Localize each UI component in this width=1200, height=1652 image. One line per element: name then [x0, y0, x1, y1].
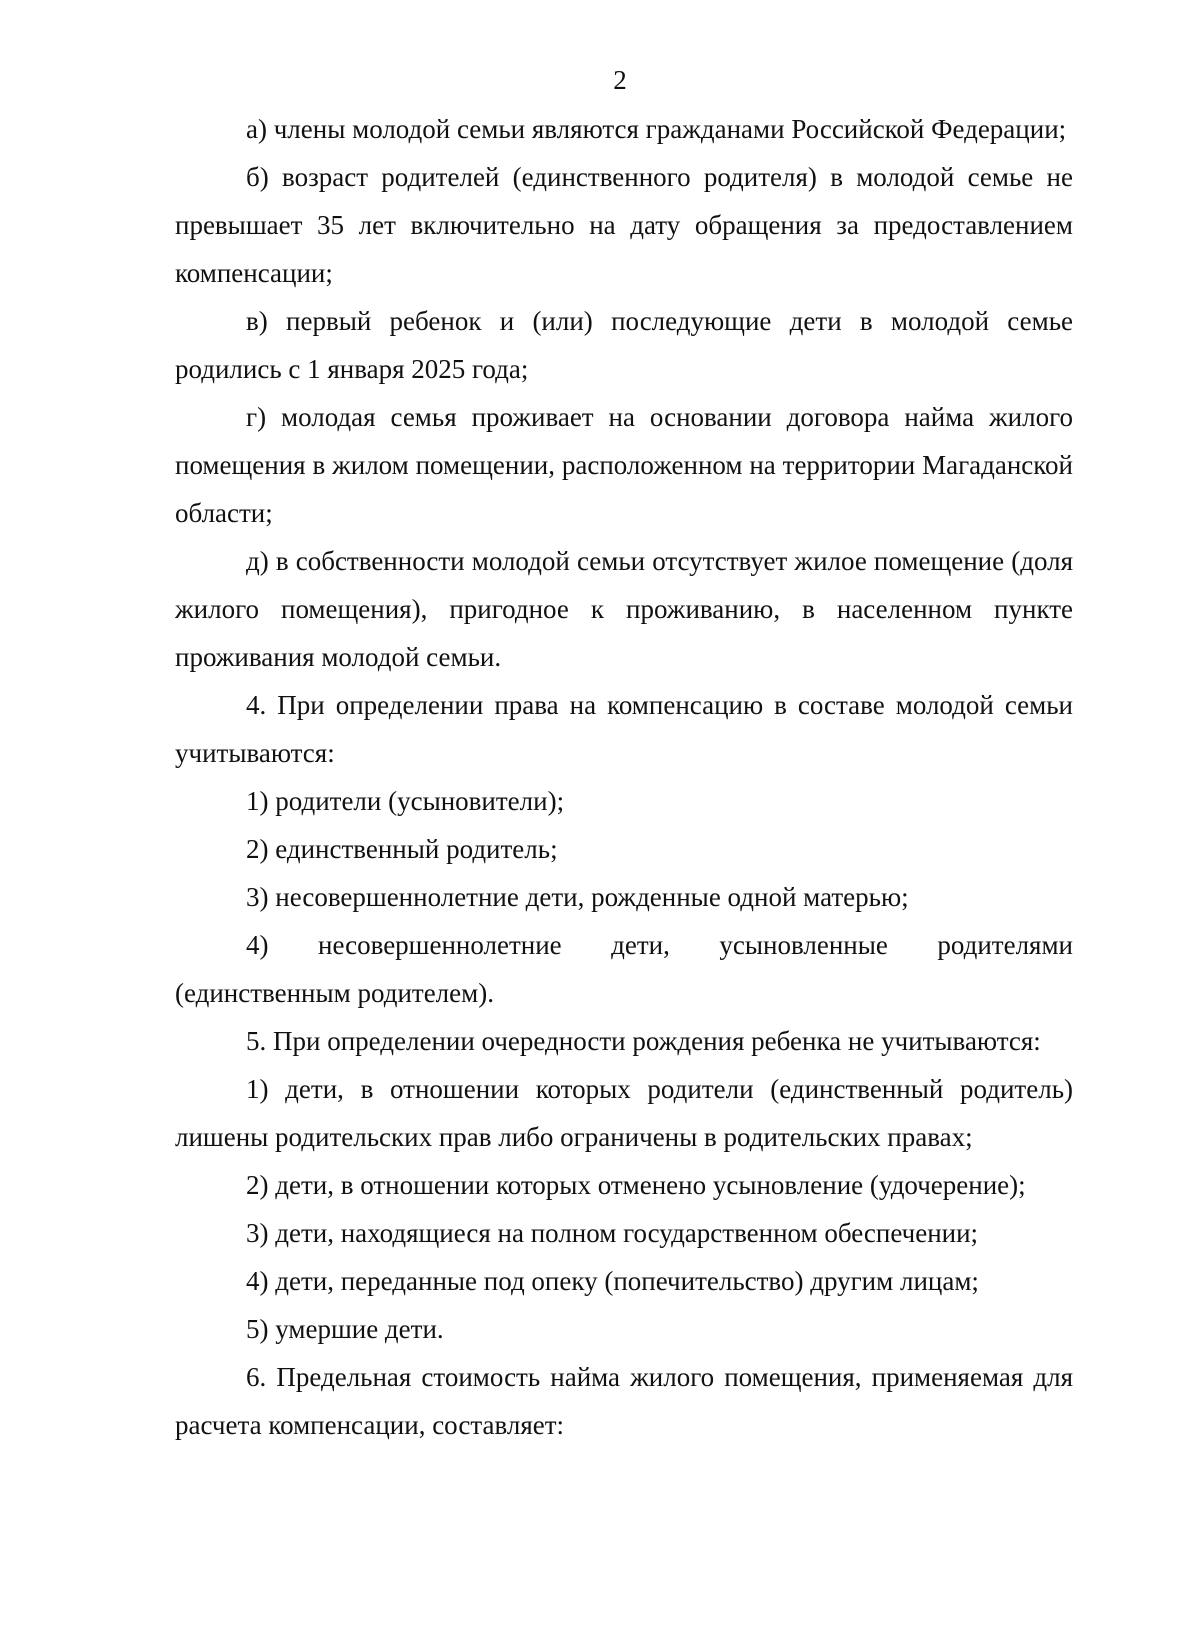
list-item-4-3: 3) несовершеннолетние дети, рожденные одной матерью; [246, 882, 909, 912]
list-item-4-2: 2) единственный родитель; [246, 834, 558, 864]
list-item-5-4: 4) дети, переданные под опеку (попечительство) другим лицам; [246, 1266, 979, 1296]
paragraph-a: а) члены молодой семьи являются гражданами Российской Федерации; [246, 114, 1067, 144]
paragraph-g: г) молодая семья проживает на основании договора найма жилого помещения в жилом помещении, расположенном на территории Магаданской области; [175, 402, 1073, 528]
paragraph-5: 5. При определении очередности рождения ребенка не учитываются: [246, 1026, 1041, 1056]
list-item-5-3: 3) дети, находящиеся на полном государственном обеспечении; [246, 1218, 979, 1248]
document-body [175, 105, 1073, 1449]
list-item-5-5: 5) умершие дети. [246, 1314, 444, 1344]
paragraph-d: д) в собственности молодой семьи отсутствует жилое помещение (доля жилого помещения), пригодное к проживанию, в населенном пункте проживания молодой семьи. [175, 546, 1073, 672]
paragraph-b: б) возраст родителей (единственного родителя) в молодой семье не превышает 35 лет включительно на дату обращения за предоставлением компенсации; [175, 162, 1073, 288]
page-number: 2 [613, 65, 627, 95]
paragraph-4: 4. При определении права на компенсацию в составе молодой семьи учитываются: [175, 690, 1073, 768]
list-item-4-1: 1) родители (усыновители); [246, 786, 565, 816]
list-item-4-4: 4) несовершеннолетние дети, усыновленные родителями (единственным родителем). [175, 930, 1073, 1008]
list-item-5-2: 2) дети, в отношении которых отменено усыновление (удочерение); [246, 1170, 1026, 1200]
paragraph-v: в) первый ребенок и (или) последующие дети в молодой семье родились с 1 января 2025 года; [175, 306, 1073, 384]
list-item-5-1: 1) дети, в отношении которых родители (единственный родитель) лишены родительских прав либо ограничены в родительских правах; [175, 1074, 1073, 1152]
paragraph-6: 6. Предельная стоимость найма жилого помещения, применяемая для расчета компенсации, составляет: [175, 1362, 1073, 1440]
